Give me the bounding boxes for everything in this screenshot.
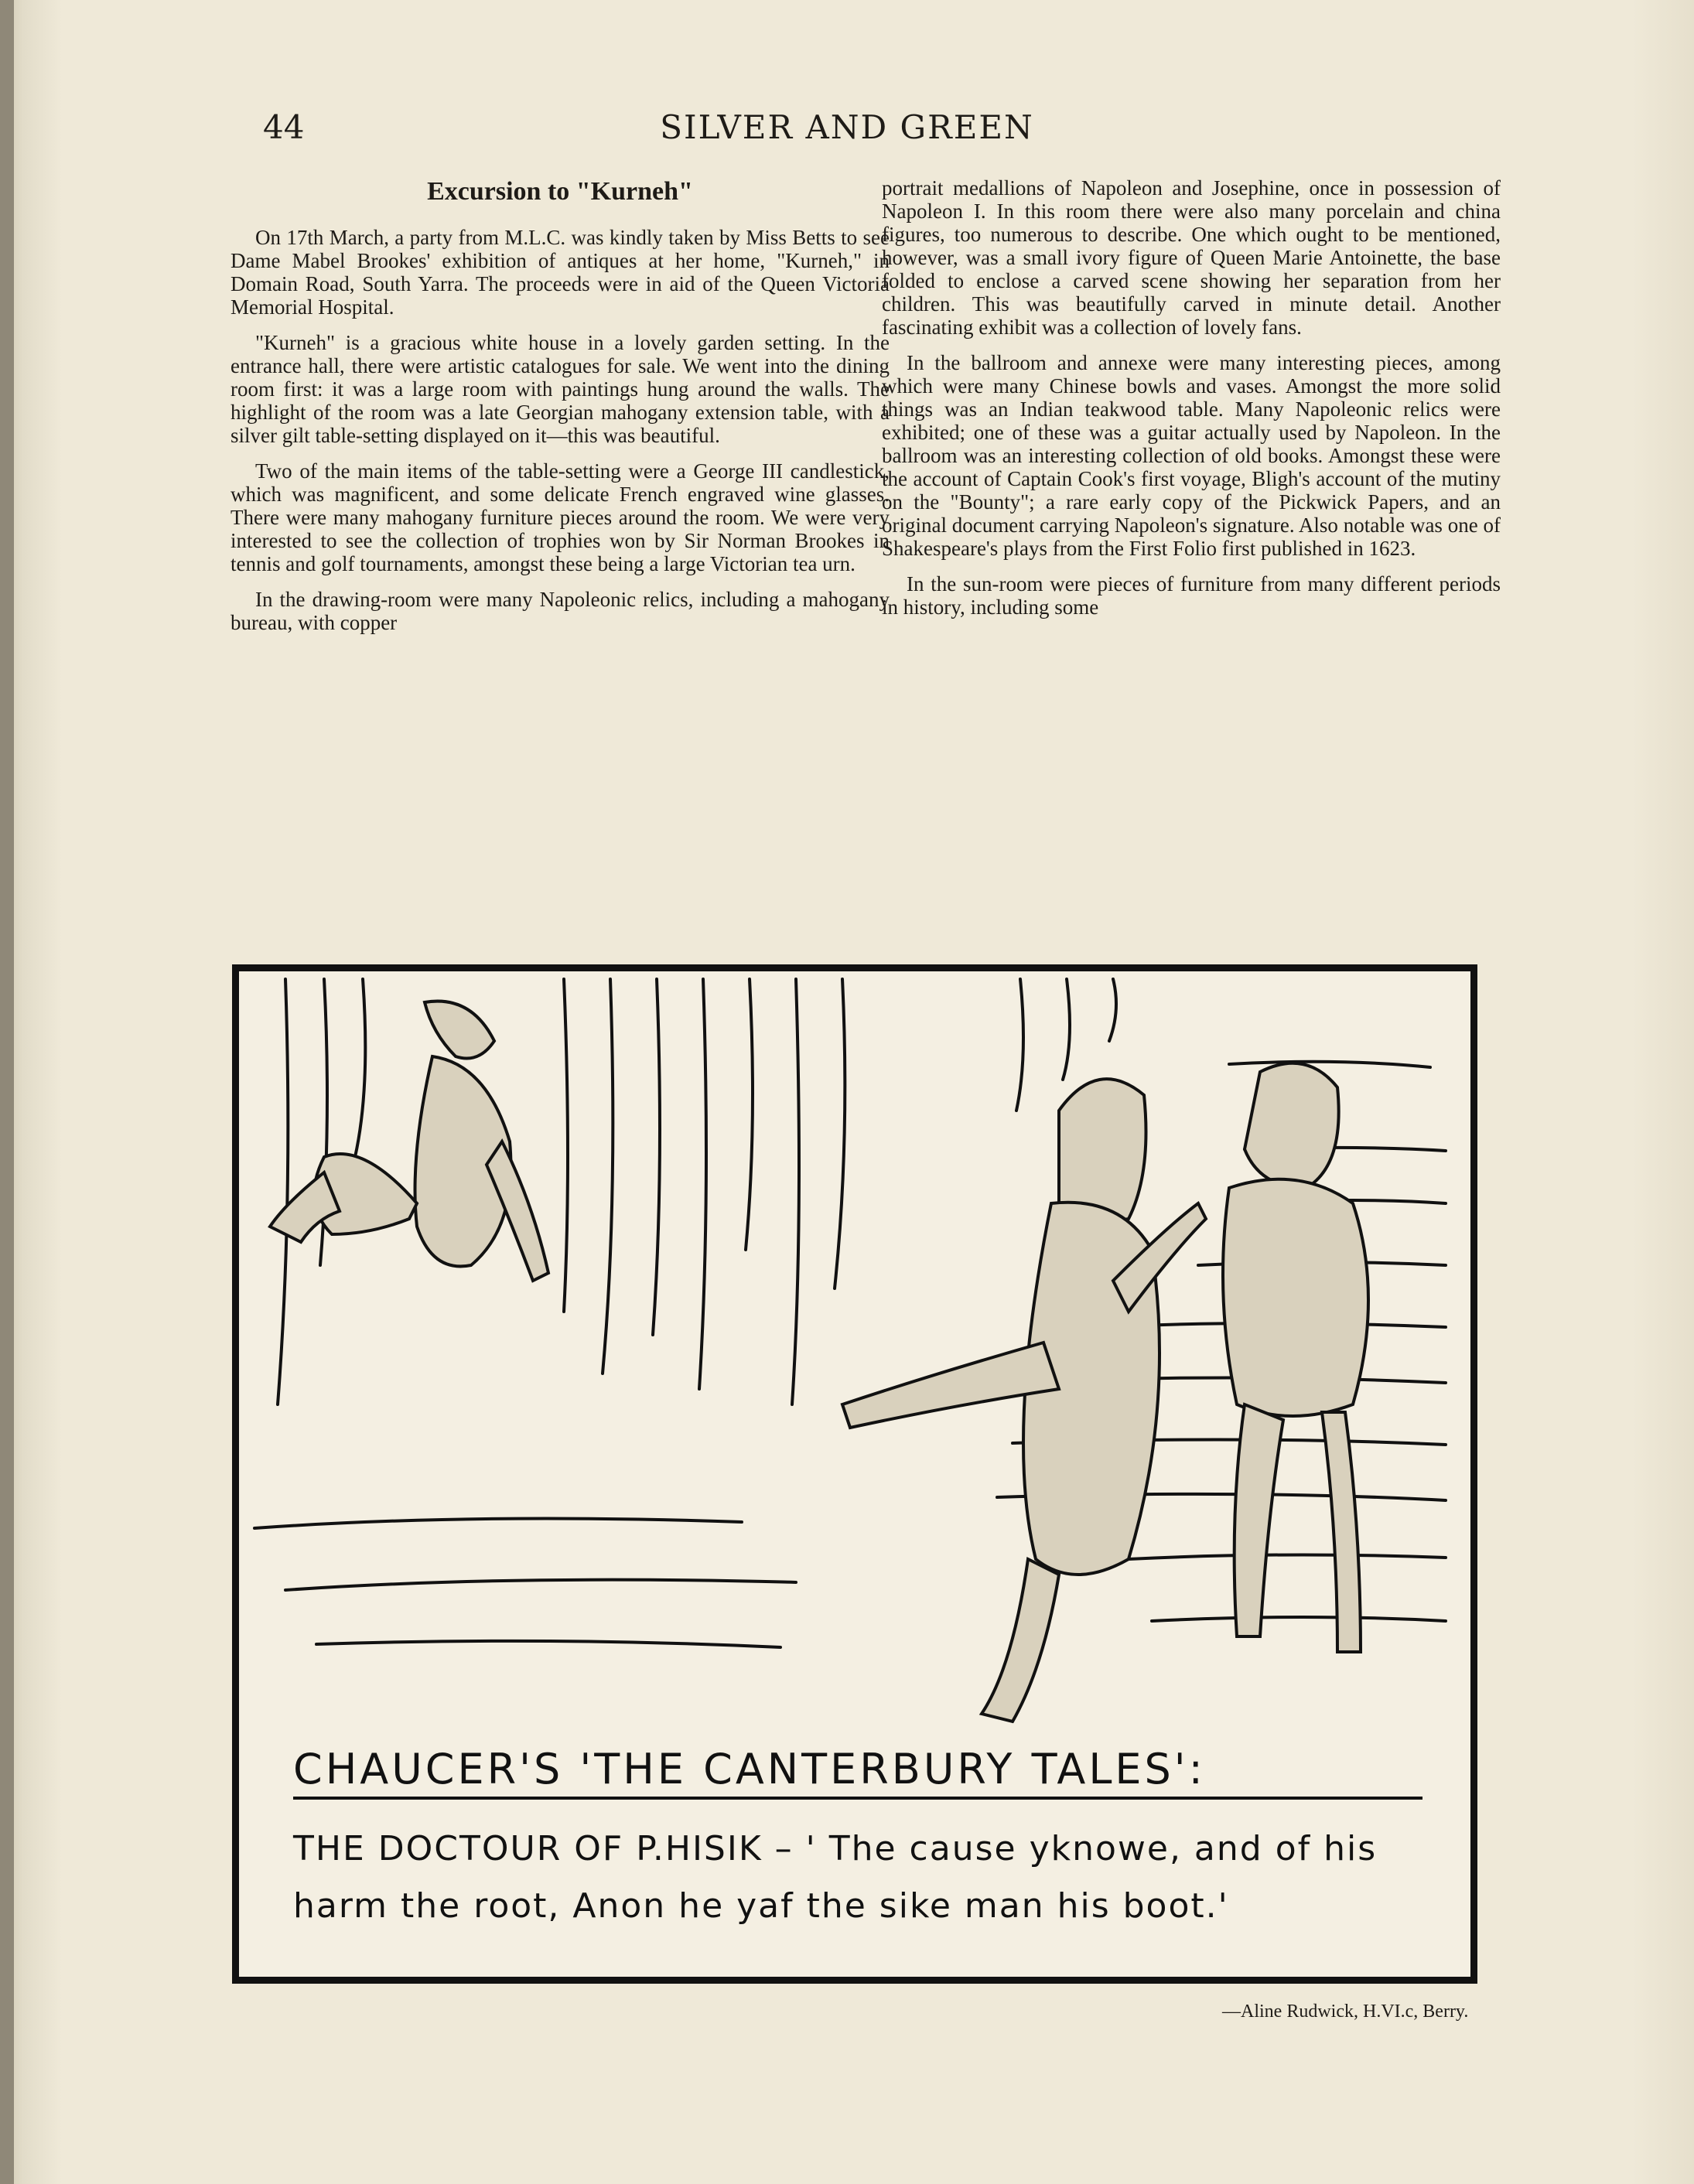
paragraph: In the ballroom and annexe were many interesting pieces, among which were many Chinese bowls and vases. Amongst the more solid things was an Indian teakwood table. Many Napoleonic relics were exhibited; one of these was a guitar actually used by Napoleon. In the ballroom was an interesting collection of old books. Amongst these were the account of Captain Cook's first voyage, Bligh's account of the mutiny on the "Bounty"; a rare early copy of the Pickwick Papers, and an original document carrying Napoleon's signature. Also notable was one of Shakespeare's plays from the First Folio first published in 1623. [882, 351, 1501, 560]
paragraph: On 17th March, a party from M.L.C. was kindly taken by Miss Betts to see Dame Mabel Brookes' exhibition of antiques at her home, "Kurneh," in Domain Road, South Yarra. The proceeds were in aid of the Queen Victoria Memorial Hospital. [231, 226, 890, 319]
article-title: Excursion to "Kurneh" [427, 177, 693, 206]
illustration-credit: —Aline Rudwick, H.VI.c, Berry. [1222, 2001, 1469, 2022]
running-title: SILVER AND GREEN [660, 108, 1034, 146]
illustration-caption-title: CHAUCER'S 'THE CANTERBURY TALES': [293, 1745, 1422, 1800]
paragraph: In the sun-room were pieces of furniture from many different periods in history, including some [882, 572, 1501, 619]
illustration-caption-text: THE DOCTOUR OF P.HISIK – ' The cause yknowe, and of his harm the root, Anon he yaf the sike man his boot.' [293, 1829, 1378, 1926]
article-left-column [231, 176, 890, 647]
paragraph: "Kurneh" is a gracious white house in a lovely garden setting. In the entrance hall, there were artistic catalogues for sale. We went into the dining room first: it was a large room with paintings hung around the walls. The highlight of the room was a late Georgian mahogany extension table, with a silver gilt table-setting displayed on it—this was beautiful. [231, 331, 890, 447]
article-right-column [882, 176, 1501, 631]
paragraph: portrait medallions of Napoleon and Josephine, once in possession of Napoleon I. In this room there were also many porcelain and china figures, too numerous to describe. One which ought to be mentioned, however, was a small ivory figure of Queen Marie Antoinette, the base folded to enclose a carved scene showing her separation from her children. This was beautifully carved in minute detail. Another fascinating exhibit was a collection of lovely fans. [882, 176, 1501, 339]
page-number: 44 [263, 108, 305, 146]
page-binding [0, 0, 14, 2184]
illustration-frame [232, 964, 1477, 1984]
paragraph: Two of the main items of the table-setting were a George III candlestick, which was magnificent, and some delicate French engraved wine glasses. There were many mahogany furniture pieces around the room. We were very interested to see the collection of trophies won by Sir Norman Brookes in tennis and golf tournaments, amongst these being a large Victorian tea urn. [231, 459, 890, 575]
paragraph: In the drawing-room were many Napoleonic relics, including a mahogany bureau, with copper [231, 588, 890, 634]
